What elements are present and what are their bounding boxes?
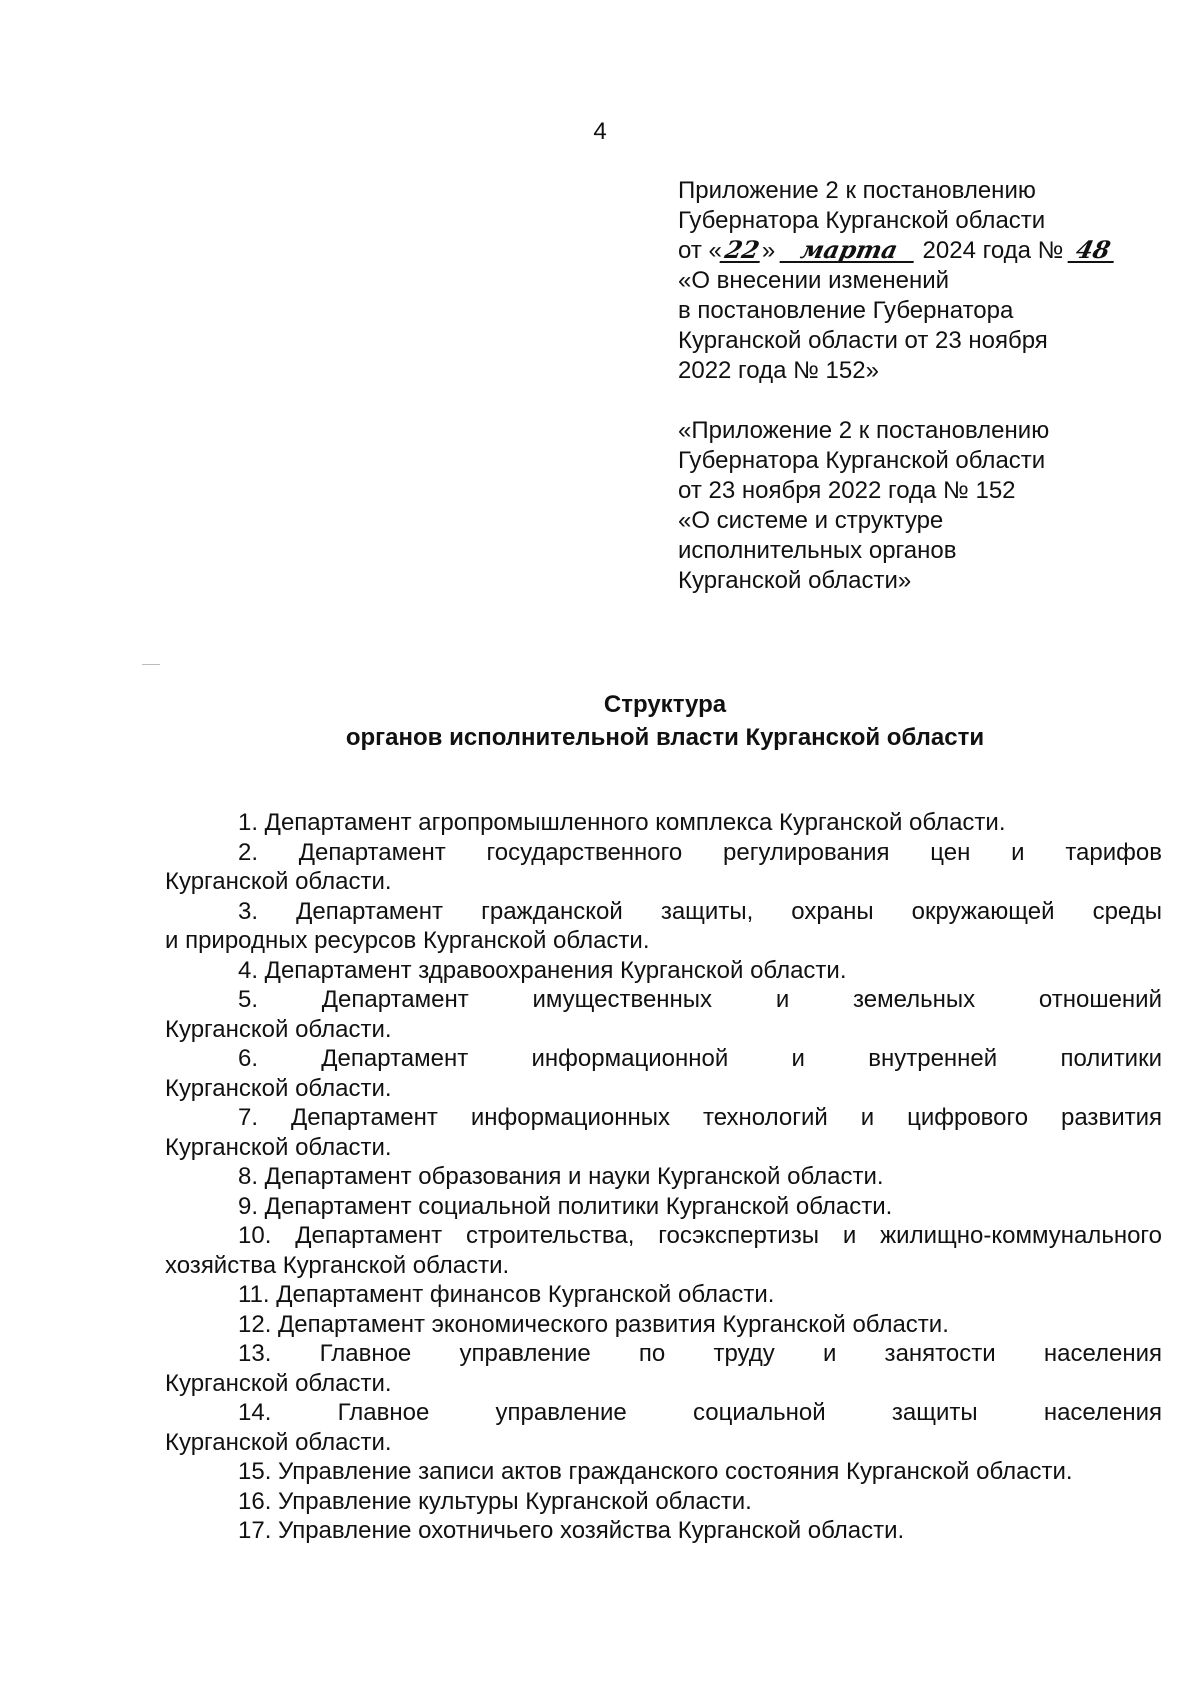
handwritten-day: 22 [719, 239, 764, 263]
list-item-text: 8. Департамент образования и науки Курганской области. [238, 1163, 884, 1190]
list-item-continuation: Курганской области. [165, 1015, 392, 1043]
list-item [165, 897, 1162, 956]
list-item [165, 1457, 1162, 1487]
appendix-quote-line: «Приложение 2 к постановлению [678, 417, 1050, 444]
appendix-header [678, 176, 1148, 596]
list-item-continuation: и природных ресурсов Курганской области. [165, 927, 650, 954]
appendix-line: Губернатора Курганской области [678, 207, 1046, 234]
list-item-text: 9. Департамент социальной политики Курганской области. [238, 1192, 893, 1220]
list-item-text: 5. Департамент имущественных и земельных отношений [238, 986, 1162, 1013]
list-item-text: 13. Главное управление по труду и занятости населения [238, 1340, 1162, 1367]
list-item-text: 2. Департамент государственного регулирования цен и тарифов [238, 838, 1162, 866]
organization-list [165, 808, 1162, 1546]
appendix-line: 2022 года № 152» [678, 357, 879, 384]
list-item [165, 808, 1162, 838]
list-item-text: 4. Департамент здравоохранения Курганской области. [238, 956, 847, 984]
appendix-line: в постановление Губернатора [678, 297, 1014, 324]
list-item [165, 1221, 1162, 1280]
list-item [165, 956, 1162, 986]
list-item-continuation: Курганской области. [165, 1133, 392, 1161]
date-mid: » [761, 237, 776, 264]
list-item-continuation: Курганской области. [165, 1369, 392, 1397]
list-item-text: 3. Департамент гражданской защиты, охраны окружающей среды [238, 897, 1162, 925]
appendix-line: «О внесении изменений [678, 267, 950, 294]
list-item-continuation: Курганской области. [165, 1074, 392, 1102]
appendix-quote-line: «О системе и структуре [678, 507, 944, 534]
list-item-text: 14. Главное управление социальной защиты населения [238, 1399, 1162, 1426]
appendix-quote-line: Курганской области» [678, 567, 912, 594]
list-item [165, 1339, 1162, 1398]
list-item-text: 16. Управление культуры Курганской области. [238, 1487, 752, 1515]
list-item [165, 838, 1162, 897]
list-item-continuation: хозяйства Курганской области. [165, 1251, 510, 1279]
list-item [165, 1280, 1162, 1310]
list-item [165, 985, 1162, 1044]
handwritten-month: марта [779, 239, 918, 263]
list-item [165, 1516, 1162, 1546]
list-item-text: 11. Департамент финансов Курганской области. [238, 1281, 775, 1308]
list-item [165, 1398, 1162, 1457]
list-item-text: 1. Департамент агропромышленного комплекса Курганской области. [238, 809, 1006, 836]
date-year: 2024 года № [922, 237, 1064, 264]
title-line: Структура [603, 691, 727, 718]
list-item [165, 1487, 1162, 1517]
list-item-continuation: Курганской области. [165, 1428, 392, 1456]
appendix-quote-line: исполнительных органов [678, 537, 957, 564]
list-item [165, 1310, 1162, 1340]
title-line: органов исполнительной власти Курганской области [345, 724, 985, 751]
list-item-text: 12. Департамент экономического развития Курганской области. [238, 1310, 949, 1338]
appendix-quote-line: Губернатора Курганской области [678, 447, 1046, 474]
list-item-text: 7. Департамент информационных технологий и цифрового развития [238, 1104, 1162, 1131]
appendix-gap [678, 386, 1148, 416]
handwritten-number: 48 [1068, 239, 1119, 263]
list-item [165, 1103, 1162, 1162]
list-item-text: 15. Управление записи актов гражданского состояния Курганской области. [238, 1458, 1073, 1485]
appendix-line: Курганской области от 23 ноября [678, 327, 1048, 354]
page-number: 4 [593, 118, 607, 145]
list-item-text: 6. Департамент информационной и внутренней политики [238, 1045, 1162, 1072]
appendix-date-line [678, 236, 1148, 266]
list-item [165, 1044, 1162, 1103]
document-title [0, 688, 1200, 754]
list-item-text: 10. Департамент строительства, госэкспертизы и жилищно-коммунального [238, 1222, 1162, 1249]
scan-mark [142, 664, 160, 665]
list-item [165, 1162, 1162, 1192]
appendix-quote-line: от 23 ноября 2022 года № 152 [678, 477, 1016, 504]
list-item-continuation: Курганской области. [165, 868, 392, 895]
list-item-text: 17. Управление охотничьего хозяйства Курганской области. [238, 1517, 905, 1544]
date-prefix: от « [678, 237, 722, 264]
appendix-line: Приложение 2 к постановлению [678, 177, 1036, 204]
list-item [165, 1192, 1162, 1222]
